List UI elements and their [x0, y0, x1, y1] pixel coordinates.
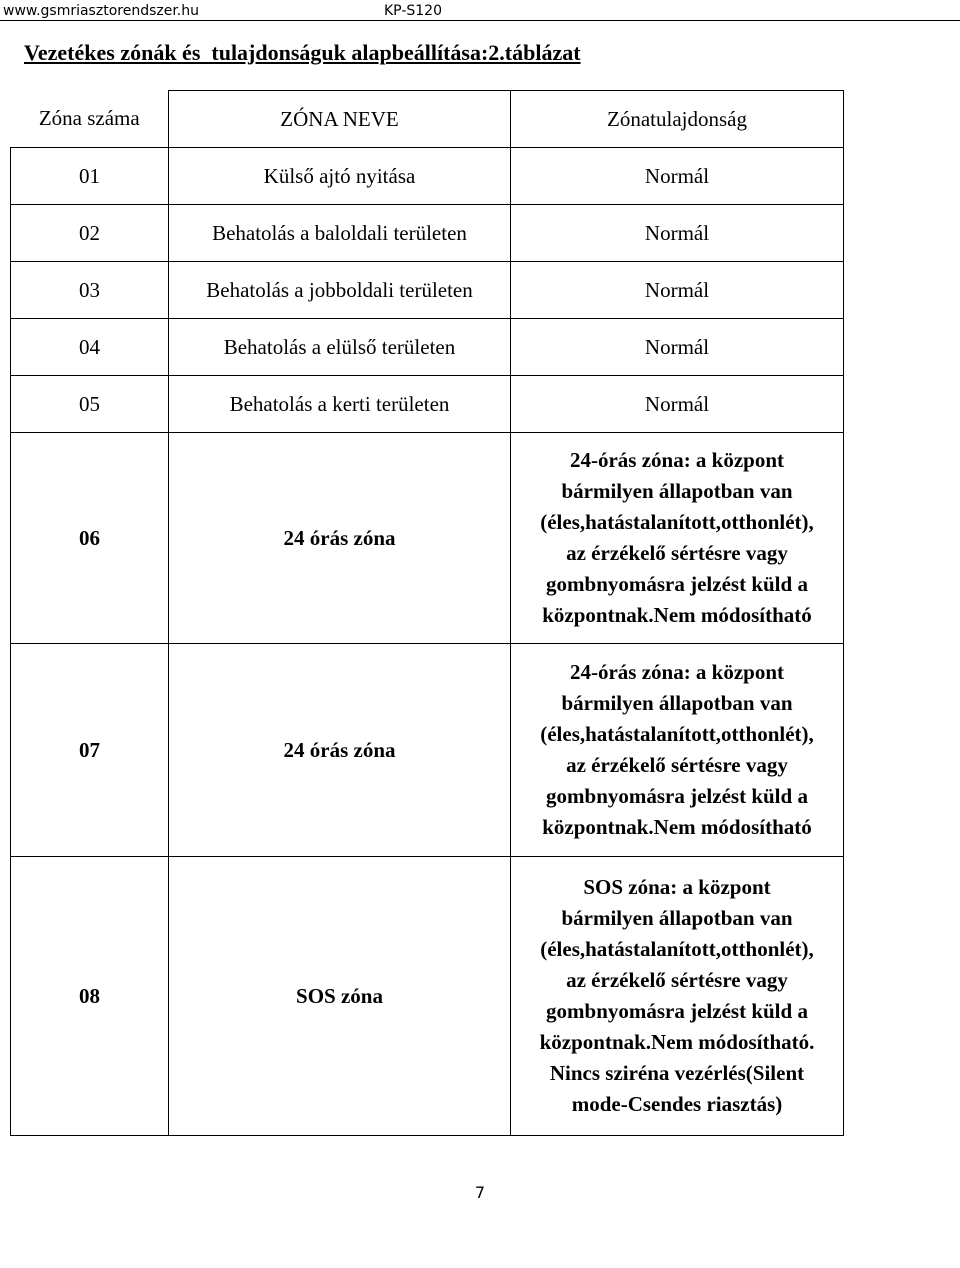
zone-property: Normál: [511, 262, 844, 319]
table-header-zone-number: Zóna száma: [11, 91, 169, 148]
zone-property: Normál: [511, 319, 844, 376]
zone-number: 07: [11, 644, 169, 857]
zone-number: 03: [11, 262, 169, 319]
table-row: [11, 376, 844, 433]
zone-name: SOS zóna: [169, 857, 511, 1136]
header-rule: [0, 20, 960, 21]
table-header-zone-name: ZÓNA NEVE: [169, 91, 511, 148]
zone-name: Behatolás a baloldali területen: [169, 205, 511, 262]
zone-name: 24 órás zóna: [169, 644, 511, 857]
zone-property: Normál: [511, 376, 844, 433]
table-row: [11, 319, 844, 376]
zone-number: 06: [11, 433, 169, 644]
zone-number: 02: [11, 205, 169, 262]
zone-property: [511, 433, 844, 644]
table-row: [11, 644, 844, 857]
zone-name: 24 órás zóna: [169, 433, 511, 644]
zone-number: 01: [11, 148, 169, 205]
zone-number: 05: [11, 376, 169, 433]
section-heading: Vezetékes zónák és tulajdonságuk alapbeállítása:2.táblázat: [24, 40, 581, 65]
zone-name: Behatolás a kerti területen: [169, 376, 511, 433]
table-row: [11, 262, 844, 319]
table-row: [11, 857, 844, 1136]
zone-name: Külső ajtó nyitása: [169, 148, 511, 205]
zone-table: [10, 90, 844, 1136]
zone-name: Behatolás a elülső területen: [169, 319, 511, 376]
zone-property: [511, 857, 844, 1136]
table-header-zone-property: Zónatulajdonság: [511, 91, 844, 148]
table-row: [11, 433, 844, 644]
zone-property: Normál: [511, 205, 844, 262]
zone-property-description: 24-órás zóna: a központ bármilyen állapotban van (éles,hatástalanított,otthonlét), az érzékelő sértésre vagy gombnyomásra jelzést küld a központnak.Nem módosítható: [540, 660, 814, 839]
zone-property-description: 24-órás zóna: a központ bármilyen állapotban van (éles,hatástalanított,otthonlét), az érzékelő sértésre vagy gombnyomásra jelzést küld a központnak.Nem módosítható: [540, 448, 814, 627]
header-site-url: www.gsmriasztorendszer.hu: [3, 3, 199, 19]
table-row: [11, 205, 844, 262]
zone-property-description: SOS zóna: a központ bármilyen állapotban van (éles,hatástalanított,otthonlét), az érzékelő sértésre vagy gombnyomásra jelzést küld a központnak.Nem módosítható. Nincs sziréna vezérlés(Silent mode-Csendes riasztás): [539, 875, 815, 1116]
table-row: [11, 148, 844, 205]
zone-property: [511, 644, 844, 857]
zone-number: 04: [11, 319, 169, 376]
zone-number: 08: [11, 857, 169, 1136]
table-header-row: [11, 91, 844, 148]
page-number: 7: [474, 1183, 486, 1202]
running-header: [0, 0, 960, 22]
zone-name: Behatolás a jobboldali területen: [169, 262, 511, 319]
header-model: KP-S120: [384, 3, 442, 19]
zone-property: Normál: [511, 148, 844, 205]
